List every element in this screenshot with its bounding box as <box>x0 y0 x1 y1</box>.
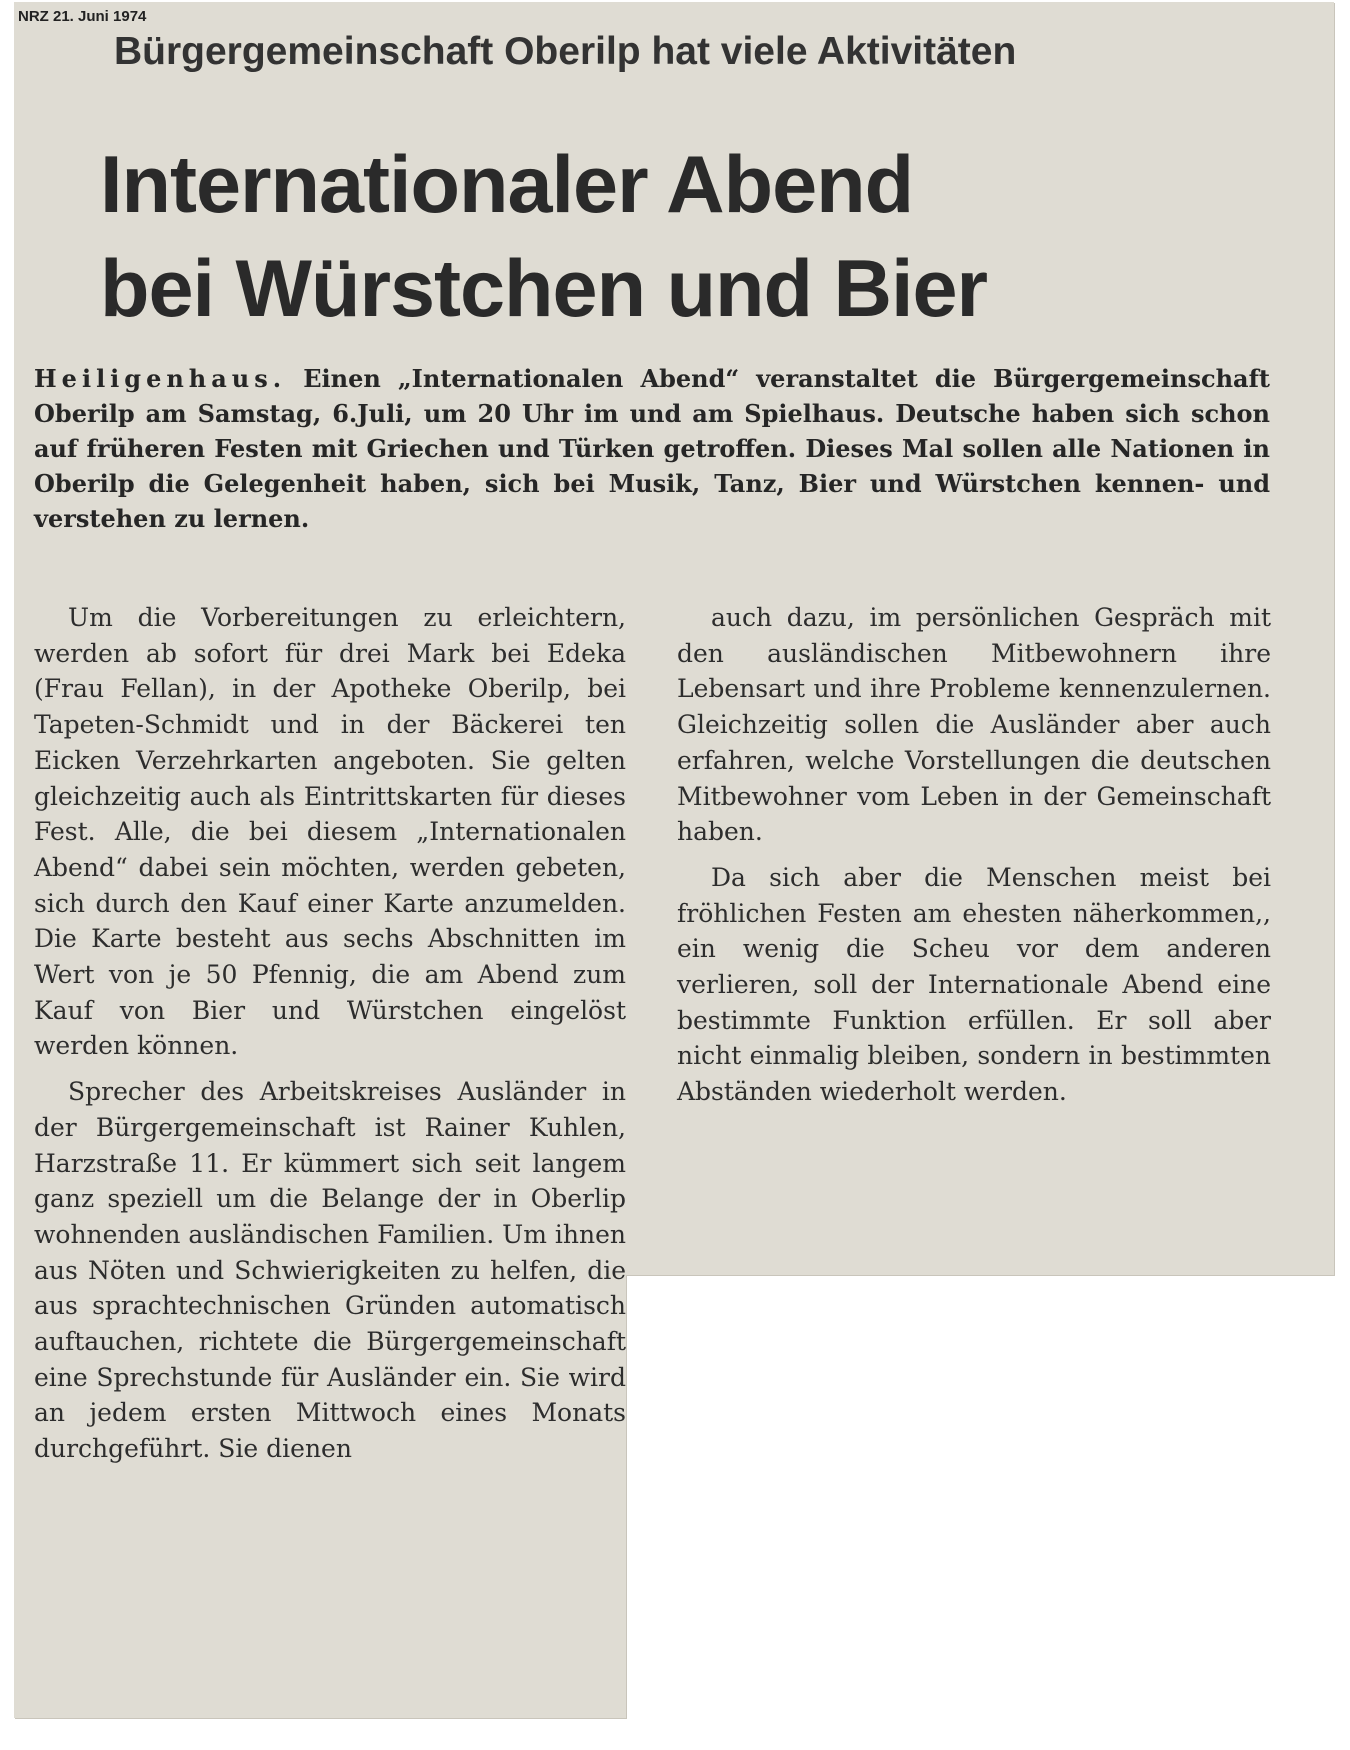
article-column-left <box>34 600 626 1477</box>
headline-line-1: Internationaler Abend <box>100 140 914 230</box>
body-paragraph: Da sich aber die Menschen meist bei fröhlichen Festen am ehesten näherkommen,, ein wenig die Scheu vor dem anderen verlieren, soll der Internationale Abend eine bestimmte Funktion erfüllen. Er soll aber nicht einmalig bleiben, sondern in bestimmten Abständen wiederholt werden. <box>677 862 1271 1107</box>
kicker-subheadline: Bürgergemeinschaft Oberilp hat viele Aktivitäten <box>114 30 1017 73</box>
lead-text: Einen „Internationalen Abend“ veranstaltet die Bürgergemeinschaft Oberilp am Samstag, 6.Juli, um 20 Uhr im und am Spielhaus. Deutsche haben sich schon auf früheren Festen mit Griechen und Türken getroffen. Dieses Mal sollen alle Nationen in Oberilp die Gelegenheit haben, sich bei Musik, Tanz, Bier und Würstchen kennen- und verstehen zu lernen. <box>34 364 1270 533</box>
article-column-right <box>677 600 1271 1120</box>
dateline: Heiligenhaus. <box>34 364 287 393</box>
headline <box>100 133 1240 341</box>
body-paragraph: Sprecher des Arbeitskreises Ausländer in der Bürgergemeinschaft ist Rainer Kuhlen, Harzstraße 11. Er kümmert sich seit langem ganz speziell um die Belange der in Oberlip wohnenden ausländischen Familien. Um ihnen aus Nöten und Schwierigkeiten zu helfen, die aus sprachtechnischen Gründen automatisch auftauchen, richtete die Bürgergemeinschaft eine Sprechstunde für Ausländer ein. Sie wird an jedem ersten Mittwoch eines Monats durchgeführt. Sie dienen <box>34 1077 626 1464</box>
lead-paragraph <box>34 361 1270 536</box>
source-label: NRZ 21. Juni 1974 <box>18 8 147 25</box>
headline-line-2: bei Würstchen und Bier <box>100 244 988 334</box>
body-paragraph: auch dazu, im persönlichen Gespräch mit den ausländischen Mitbewohnern ihre Lebensart und ihre Probleme kennenzulernen. Gleichzeitig sollen die Ausländer aber auch erfahren, welche Vorstellungen die deutschen Mitbewohner vom Leben in der Gemeinschaft haben. <box>677 603 1271 847</box>
body-paragraph: Um die Vorbereitungen zu erleichtern, werden ab sofort für drei Mark bei Edeka (Frau Fellan), in der Apotheke Oberilp, bei Tapeten-Schmidt und in der Bäckerei ten Eicken Verzehrkarten angeboten. Sie gelten gleichzeitig auch als Eintrittskarten für dieses Fest. Alle, die bei diesem „Internationalen Abend“ dabei sein möchten, werden gebeten, sich durch den Kauf einer Karte anzumelden. Die Karte besteht aus sechs Abschnitten im Wert von je 50 Pfennig, die am Abend zum Kauf von Bier und Würstchen eingelöst werden können. <box>34 603 626 1061</box>
